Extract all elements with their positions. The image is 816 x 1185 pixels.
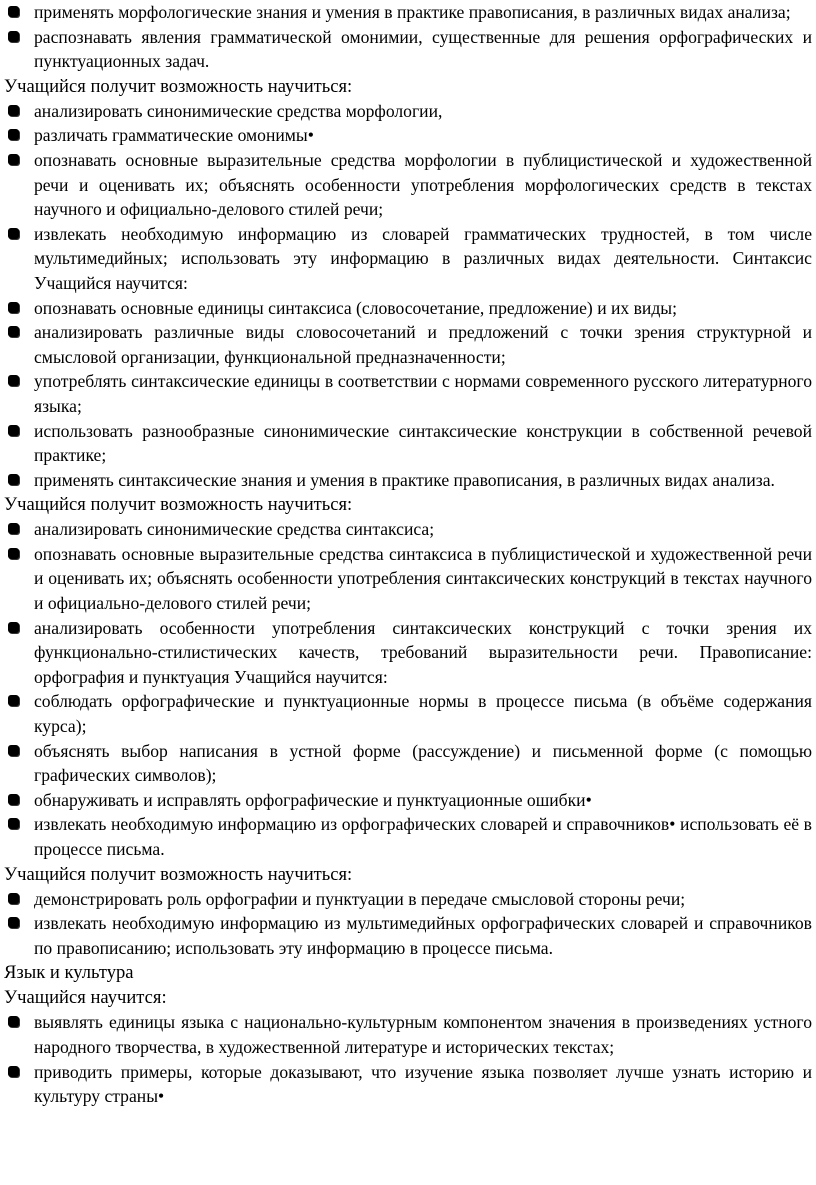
- bullet-icon: [8, 474, 19, 485]
- section-title: Язык и культура: [4, 962, 134, 984]
- list-section2: [4, 99, 812, 493]
- list-item-text: анализировать синонимические средства синтаксиса;: [34, 519, 435, 540]
- list-item-text: извлекать необходимую информацию из словарей грамматических трудностей, в том числе мультимедийных; использовать эту информацию в различных видах деятельности. Синтаксис Учащийся научится:: [34, 223, 812, 293]
- list-item-text: приводить примеры, которые доказывают, что изучение языка позволяет лучше узнать историю и культуру страны•: [34, 1061, 812, 1107]
- list-section5: [4, 1010, 812, 1108]
- list-item-text: использовать разнообразные синонимические синтаксические конструкции в собственной речевой практике;: [34, 420, 812, 466]
- list-item-text: применять морфологические знания и умения в практике правописания, в различных видах анализа;: [34, 2, 791, 22]
- list-item-text: опознавать основные выразительные средства синтаксиса в публицистической и художественной речи и оценивать их; объяснять особенности употребления синтаксических конструкций в текстах научного и официально-делового стилей речи;: [34, 543, 812, 614]
- list-item: [4, 320, 812, 369]
- list-item: [4, 542, 812, 616]
- bullet-icon: [8, 1066, 19, 1077]
- list-item: [4, 616, 812, 690]
- list-item-text: демонстрировать роль орфографии и пунктуации в передаче смысловой стороны речи;: [34, 888, 686, 909]
- list-item-text: опознавать основные выразительные средства морфологии в публицистической и художественной речи и оценивать их; объяснять особенности употребления морфологических средств в текстах научного и официально-делового стилей речи;: [34, 149, 812, 220]
- list-item-text: анализировать синонимические средства морфологии,: [34, 100, 443, 121]
- list-item: [4, 739, 812, 788]
- bullet-icon: [8, 745, 19, 756]
- list-section1: [4, 0, 812, 74]
- list-item-text: обнаруживать и исправлять орфографические и пунктуационные ошибки•: [34, 789, 592, 810]
- bullet-icon: [8, 375, 19, 386]
- list-item-text: извлекать необходимую информацию из орфографических словарей и справочников• использовать её в процессе письма.: [34, 814, 812, 859]
- list-item-text: употреблять синтаксические единицы в соответствии с нормами современного русского литературного языка;: [34, 371, 812, 416]
- bullet-icon: [8, 6, 19, 17]
- list-item: [4, 911, 812, 960]
- list-item: [4, 1060, 812, 1109]
- list-item-text: выявлять единицы языка с национально-культурным компонентом значения в произведениях устного народного творчества, в художественной литературе и исторических текстах;: [34, 1012, 812, 1057]
- list-item-text: анализировать различные виды словосочетаний и предложений с точки зрения структурной и смысловой организации, функциональной предназначенности;: [34, 322, 812, 367]
- list-item: [4, 25, 812, 74]
- list-item: [4, 1010, 812, 1059]
- list-item: [4, 468, 812, 493]
- bullet-icon: [8, 228, 19, 239]
- bullet-icon: [8, 425, 19, 436]
- section-heading: Учащийся получит возможность научиться:: [4, 75, 353, 97]
- bullet-icon: [8, 695, 19, 706]
- list-section4: [4, 887, 812, 961]
- list-item: [4, 296, 812, 321]
- list-item: [4, 812, 812, 861]
- bullet-icon: [8, 917, 19, 928]
- bullet-icon: [8, 326, 19, 337]
- bullet-icon: [8, 154, 19, 165]
- bullet-icon: [8, 105, 19, 116]
- list-item: [4, 788, 812, 813]
- list-item: [4, 887, 812, 912]
- list-item: [4, 222, 812, 296]
- list-item: [4, 123, 812, 148]
- list-item-text: анализировать особенности употребления синтаксических конструкций с точки зрения их функционально-стилистических качеств, требований выразительности речи. Правописание: орфография и пунктуация Учащийся научится:: [34, 617, 812, 687]
- list-item-text: соблюдать орфографические и пунктуационные нормы в процессе письма (в объёме содержания курса);: [34, 691, 812, 737]
- list-item: [4, 689, 812, 738]
- list-item: [4, 148, 812, 222]
- section-heading: Учащийся получит возможность научиться:: [4, 494, 353, 516]
- bullet-icon: [8, 893, 19, 904]
- list-item: [4, 99, 812, 124]
- list-item-text: опознавать основные единицы синтаксиса (словосочетание, предложение) и их виды;: [34, 297, 677, 318]
- list-item: [4, 517, 812, 542]
- bullet-icon: [8, 794, 19, 805]
- bullet-icon: [8, 31, 19, 42]
- bullet-icon: [8, 622, 19, 633]
- list-item-text: объяснять выбор написания в устной форме (рассуждение) и письменной форме (с помощью графических символов);: [34, 740, 812, 786]
- section-heading: Учащийся получит возможность научиться:: [4, 863, 353, 885]
- list-item-text: распознавать явления грамматической омонимии, существенные для решения орфографических и пунктуационных задач.: [34, 26, 812, 72]
- bullet-icon: [8, 1016, 19, 1027]
- bullet-icon: [8, 523, 19, 534]
- list-section3: [4, 517, 812, 861]
- bullet-icon: [8, 129, 19, 140]
- bullet-icon: [8, 818, 19, 829]
- list-item-text: различать грамматические омонимы•: [34, 125, 314, 146]
- list-item-text: извлекать необходимую информацию из мультимедийных орфографических словарей и справочников по правописанию; использовать эту информацию в процессе письма.: [34, 913, 812, 958]
- bullet-icon: [8, 302, 19, 313]
- list-item: [4, 419, 812, 468]
- list-item-text: применять синтаксические знания и умения в практике правописания, в различных видах анализа.: [34, 469, 775, 490]
- section-heading: Учащийся научится:: [4, 987, 167, 1009]
- list-item: [4, 0, 812, 25]
- bullet-icon: [8, 548, 19, 559]
- list-item: [4, 369, 812, 418]
